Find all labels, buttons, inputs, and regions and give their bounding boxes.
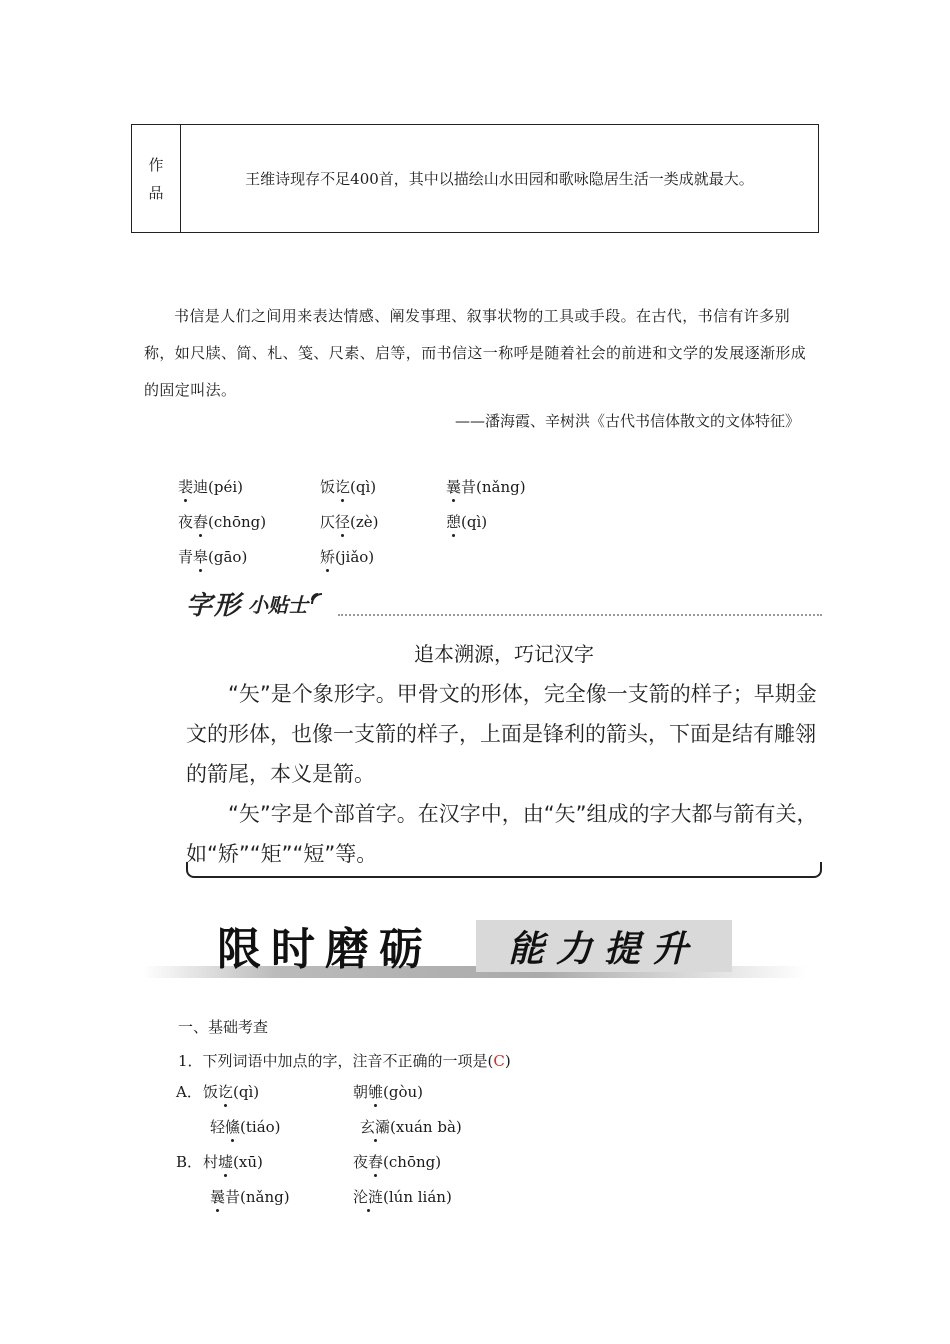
vocab-item: 矫(jiǎo) xyxy=(320,548,375,566)
option-item: 玄灞(xuán bà) xyxy=(360,1118,462,1136)
answer-mark: C xyxy=(493,1052,505,1070)
option-label-b: B． xyxy=(176,1153,203,1171)
tip-heading: 追本溯源，巧记汉字 xyxy=(414,642,594,666)
vocab-item: 裴迪(péi) xyxy=(178,478,243,496)
option-item: 朝雊(gòu) xyxy=(353,1083,424,1101)
tip-text xyxy=(186,674,822,874)
vocab-item: 仄径(zè) xyxy=(320,513,379,531)
table-body-cell xyxy=(181,125,818,232)
quote-source: ——潘海霞、辛树洪《古代书信体散文的文体特征》 xyxy=(454,412,800,430)
tip-title-sub: 小贴士 xyxy=(248,592,309,617)
tip-title xyxy=(186,578,326,628)
quote-paragraph: 书信是人们之间用来表达情感、阐发事理、叙事状物的工具或手段。在古代，书信有许多别称，如尺牍、简、札、笺、尺素、启等，而书信这一称呼是随着社会的前进和文学的发展逐渐形成的固定叫法。 xyxy=(144,307,807,399)
vocab-item: 青皋(gāo) xyxy=(178,548,248,566)
author-info-table xyxy=(131,124,819,233)
option-item: 轻鯈(tiáo) xyxy=(210,1118,281,1136)
table-header-char-1: 作 xyxy=(148,155,164,174)
vocab-item: 夜舂(chōng) xyxy=(178,513,267,531)
tip-paragraph: “矢”字是个部首字。在汉字中，由“矢”组成的字大都与箭有关，如“矫”“矩”“短”等。 xyxy=(186,802,818,866)
question-stem: 1．下列词语中加点的字，注音不正确的一项是(C) xyxy=(178,1052,511,1070)
character-tip-box xyxy=(186,578,822,878)
tip-title-main: 字形 xyxy=(186,590,243,621)
banner-title-left: 限时磨砺 xyxy=(217,924,433,975)
tip-paragraph: “矢”是个象形字。甲骨文的形体，完全像一支箭的样子；早期金文的形体，也像一支箭的样子，上面是锋利的箭头，下面是结有雕翎的箭尾，本义是箭。 xyxy=(186,682,817,786)
signal-icon xyxy=(310,586,326,606)
option-label-a: A． xyxy=(176,1083,202,1101)
section-heading: 一、基础考查 xyxy=(178,1018,269,1036)
option-item: 村墟(xū) xyxy=(203,1153,263,1171)
vocab-item: 憩(qì) xyxy=(446,513,488,531)
option-item: 沦涟(lún lián) xyxy=(353,1188,452,1206)
tip-bottom-bracket xyxy=(186,862,822,878)
vocab-item: 饭讫(qì) xyxy=(320,478,377,496)
table-header-char-2: 品 xyxy=(148,183,164,202)
option-item: 饭讫(qì) xyxy=(203,1083,260,1101)
vocab-item: 曩昔(nǎng) xyxy=(446,478,526,496)
section-banner xyxy=(143,914,807,980)
option-item: 曩昔(nǎng) xyxy=(210,1188,290,1206)
tip-divider xyxy=(338,614,822,616)
option-item: 夜舂(chōng) xyxy=(353,1153,442,1171)
banner-title-right: 能力提升 xyxy=(476,920,732,972)
table-header-cell xyxy=(132,125,181,232)
table-body-text: 王维诗现存不足400首，其中以描绘山水田园和歌咏隐居生活一类成就最大。 xyxy=(245,170,754,188)
